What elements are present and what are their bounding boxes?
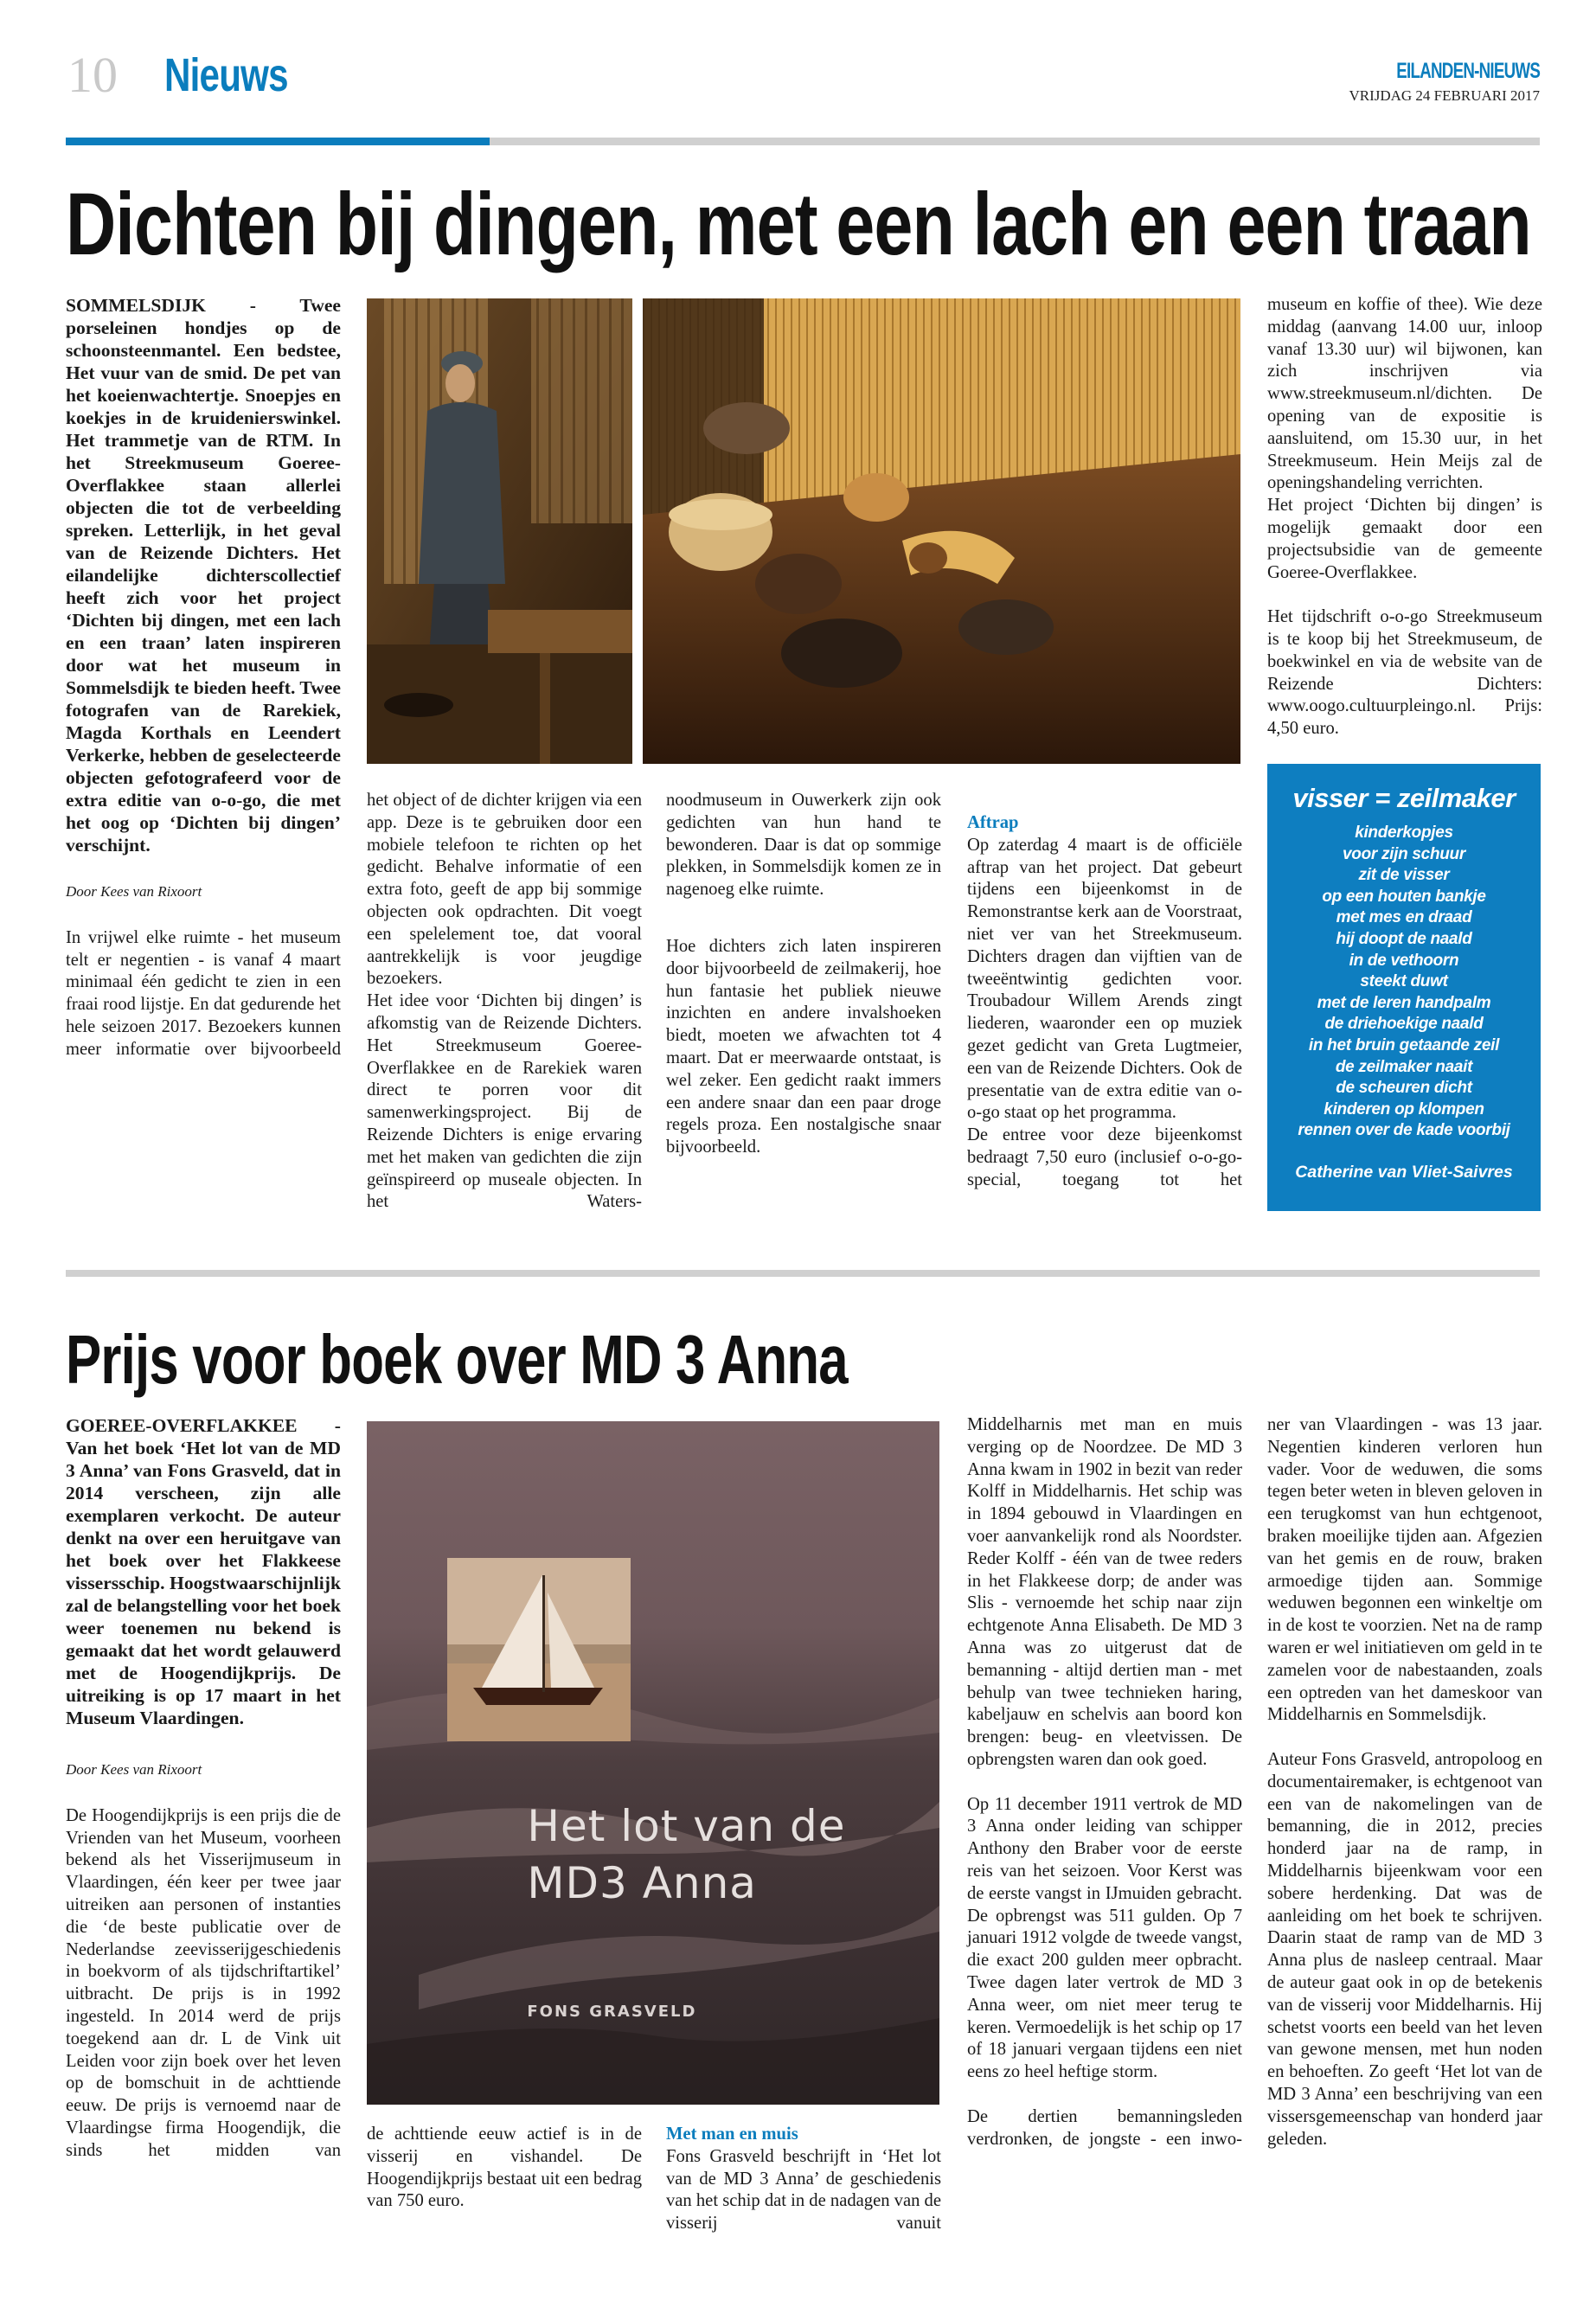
issue-date: VRIJDAG 24 FEBRUARI 2017: [1349, 87, 1540, 104]
body-paragraph: Auteur Fons Grasveld, antropoloog en documentairemaker, is echtgenoot van een van de nakomelingen van de bemanning, die in 2012, precies honderd jaar na de ramp, in Middelharnis bijeenkwam voor een sobere herdenking. Dat was de aanleiding om het boek te schrijven. Daarin staat de ramp van de MD 3 Anna plus de nasleep centraal. Maar de auteur gaat ook in op de betekenis van de visserij voor Middelharnis. Hij schetst voorts een beeld van het leven van gewone mensen, met hun noden en behoeften. Zo geeft ‘Het lot van de MD 3 Anna’ een beschrijving van een vissersgemeenschap van honderd jaar geleden.: [1267, 1749, 1542, 2149]
poem-line: met de leren handpalm: [1317, 993, 1491, 1012]
book-title: [527, 1798, 845, 1912]
article1-column-2: [367, 790, 642, 1214]
poem-box: [1267, 764, 1541, 1211]
poem-line: steekt duwt: [1360, 972, 1448, 991]
body-paragraph: noodmuseum in Ouwerkerk zijn ook gedichten van hun hand te bewonderen. Daar is dat op sommige plekken, in Sommelsdijk komen ze in nagenoeg elke ruimte.: [666, 791, 941, 900]
poem-lines: [1267, 823, 1541, 1142]
byline: Door Kees van Rixoort: [66, 883, 202, 900]
article2-column-3: [666, 2124, 941, 2235]
poem-author: Catherine van Vliet-Saivres: [1295, 1162, 1513, 1182]
article1-column-5: [1267, 294, 1542, 740]
body-paragraph: Het idee voor ‘Dichten bij dingen’ is afkomstig van de Reizende Dichters. Het Streekmuseum Goeree-Overflakkee en de Rarekiek waren direct te porren voor dit samenwerkingsproject. Bij de Reizende Dichters is enige ervaring met het maken van gedichten die zijn geïnspireerd op museale objecten. In het Waters-: [367, 991, 642, 1212]
book-author: FONS GRASVELD: [527, 2002, 697, 2021]
poem-line: in het bruin getaande zeil: [1308, 1035, 1500, 1054]
body-paragraph: Fons Grasveld beschrijft in ‘Het lot van de MD 3 Anna’ de geschiedenis van het schip dat in de nadagen van de visserij vanuit: [666, 2146, 941, 2234]
article2-column-1: [66, 1414, 341, 2163]
photo-museum-mannequin: [367, 298, 632, 764]
book-title-line-2: MD3 Anna: [527, 1857, 757, 1908]
body-paragraph: ner van Vlaardingen - was 13 jaar. Negentien kinderen verloren hun vader. Voor de weduwen, die soms tegen beter weten in bleven geloven in een terugkomst van hun echtgenoot, braken moeilijke tijden aan. Afgezien van het gemis en de rouw, braken armoedige tijden aan. Sommige weduwen begonnen een winkeltje om in de kost te voorzien. Net na de ramp waren er wel initiatieven om geld in te zamelen voor de nabestaanden, zoals een optreden van het dameskoor van Middelharnis en Sommelsdijk.: [1267, 1415, 1542, 1725]
body-paragraph: de achttiende eeuw actief is in de visserij en vishandel. De Hoogendijkprijs bestaat uit een bedrag van 750 euro.: [367, 2125, 642, 2211]
subheading-met-man-en-muis: Met man en muis: [666, 2125, 798, 2144]
poem-line: hij doopt de naald: [1336, 929, 1472, 948]
subheading-aftrap: Aftrap: [967, 813, 1019, 832]
article2-column-5: [1267, 1414, 1542, 2150]
poem-line: zit de visser: [1358, 866, 1450, 885]
page-number: 10: [67, 47, 118, 103]
poem-line: in de vethoorn: [1349, 951, 1459, 970]
body-paragraph: De dertien bemanningsleden verdronken, de jongste - een inwo-: [967, 2106, 1242, 2149]
poem-title: visser = zeilmaker: [1292, 783, 1516, 813]
body-paragraph: Op zaterdag 4 maart is de officiële aftrap van het project. Dat gebeurt tijdens een bijeenkomst in de Remonstrantse kerk aan de Voorstraat, niet ver van het Streekmuseum. Dichters dragen dan vijftien van de tweeëntwintig gedichten voor. Troubadour Willem Arends zingt liederen, waaronder een op muziek gezet gedicht van Greta Lugtmeier, een van de Reizende Dichters. Ook de presentatie van de extra editie van o-o-go staat op het programma.: [967, 835, 1242, 1123]
byline: Door Kees van Rixoort: [66, 1761, 202, 1778]
poem-line: kinderkopjes: [1355, 824, 1453, 842]
poem-line: de zeilmaker naait: [1335, 1057, 1473, 1076]
body-paragraph: Het project ‘Dichten bij dingen’ is mogelijk gemaakt door een projectsubsidie van de gemeente Goeree-Overflakkee.: [1267, 496, 1542, 582]
poem-line: rennen over de kade voorbij: [1298, 1121, 1510, 1140]
article-lead: GOEREE-OVERFLAKKEE - Van het boek ‘Het lot van de MD 3 Anna’ van Fons Grasveld, dat in 2014 verscheen, zijn alle exemplaren verkocht. De auteur denkt na over een heruitgave van het boek over het Flakkeese vissersschip. Hoogstwaarschijnlijk zal de belangstelling voor het boek weer toenemen nu bekend is gemaakt dat het wordt gelauwerd met de Hoogendijkprijs. De uitreiking is op 17 maart in het Museum Vlaardingen.: [66, 1415, 341, 1728]
photo-museum-objects: [643, 298, 1240, 764]
article-headline: Prijs voor boek over MD 3 Anna: [66, 1321, 848, 1398]
body-paragraph: museum en koffie of thee). Wie deze middag (aanvang 14.00 uur, inloop vanaf 13.30 uur) wil bijwonen, kan zich inschrijven via www.streekmuseum.nl/dichten. De opening van de expositie is aansluitend, om 15.30 uur, in het Streekmuseum. Hein Meijs zal de openingshandeling verrichten.: [1267, 295, 1542, 493]
article1-column-4: [967, 812, 1242, 1192]
body-paragraph: Hoe dichters zich laten inspireren door bijvoorbeeld de zeilmakerij, hoe hun fantasie het publiek nieuwe inzichten en andere invalshoeken biedt, moeten we afwachten tot 4 maart. Dat er meerwaarde ontstaat, is wel zeker. Een gedicht raakt immers een andere snaar dan een paar droge regels proza. Een nostalgische snaar bijvoorbeeld.: [666, 936, 941, 1157]
article2-column-2: [367, 2124, 642, 2213]
article1-column-3: [666, 790, 941, 1159]
body-paragraph: De entree voor deze bijeenkomst bedraagt 7,50 euro (inclusief o-o-go-special, toegang tot het: [967, 1125, 1242, 1189]
article1-column-1: [66, 294, 341, 1061]
poem-line: voor zijn schuur: [1343, 844, 1465, 863]
body-paragraph: De Hoogendijkprijs is een prijs die de Vrienden van het Museum, voorheen bekend als het Visserijmuseum in Vlaardingen, één keer per twee jaar uitreiken aan personen of instanties die ‘de beste publicatie over de Nederlandse zeevisserijgeschiedenis in boekvorm of als tijdschriftartikel’ uitbracht. De prijs is in 1992 ingesteld. In 2014 werd de prijs toegekend aan dr. L de Vink uit Leiden voor zijn boek over het leven op de bomschuit in de achttiende eeuw. De prijs is vernoemd naar de Vlaardingse firma Hoogendijk, die sinds het midden van: [66, 1805, 341, 2160]
book-cover-image: [367, 1421, 939, 2105]
poem-line: de driehoekige naald: [1324, 1015, 1484, 1034]
body-paragraph: In vrijwel elke ruimte - het museum telt er negentien - is vanaf 4 maart minimaal één gedicht te zien in een fraai rood lijstje. En dat gedurende het hele seizoen 2017. Bezoekers kunnen meer informatie over bijvoorbeeld: [66, 927, 341, 1059]
body-paragraph: Middelharnis met man en muis verging op de Noordzee. De MD 3 Anna kwam in 1902 in bezit van reder Kolff in Middelharnis. Het schip was in 1894 gebouwd in Vlaardingen en voer aanvankelijk rond als Noordster. Reder Kolff - één van de twee reders in het Flakkeese dorp; de ander was Slis - vernoemde het schip naar zijn echtgenote Anna Elisabeth. De MD 3 Anna was zo uitgerust dat de bemanning - altijd dertien man - met behulp van twee technieken haring, kabeljauw en schelvis aan boord kon brengen: beug- en vleetvissen. De opbrengsten waren dan ook goed.: [967, 1415, 1242, 1769]
body-paragraph: Het tijdschrift o-o-go Streekmuseum is te koop bij het Streekmuseum, de boekwinkel en via de website van de Reizende Dichters: www.oogo.cultuurpleingo.nl. Prijs: 4,50 euro.: [1267, 607, 1542, 739]
body-paragraph: het object of de dichter krijgen via een app. Deze is te gebruiken door een mobiele telefoon te richten op het gedicht. Behalve informatie of een extra foto, geeft de app bij sommige objecten ook opdrachten. Dit voegt een spelelement toe, dat vooral aantrekkelijk is voor jeugdige bezoekers.: [367, 791, 642, 989]
article-separator: [66, 1270, 1540, 1277]
newspaper-logo: EILANDEN-NIEUWS: [1396, 59, 1540, 83]
article-lead: SOMMELSDIJK - Twee porseleinen hondjes op de schoonsteenmantel. Een bedstee, Het vuur van de smid. De pet van het koeienwachtertje. Snoepjes en koekjes in de kruidenierswinkel. Het trammetje van de RTM. In het Streekmuseum Goeree-Overflakkee staan allerlei objecten die tot de verbeelding spreken. Letterlijk, in het geval van de Reizende Dichters. Het eilandelijke dichterscollectief heeft zich voor het project ‘Dichten bij dingen, met een lach en een traan’ laten inspireren door wat het museum in Sommelsdijk te bieden heeft. Twee fotografen van de Rarekiek, Magda Korthals en Leendert Verkerke, hebben de geselecteerde objecten gefotografeerd voor de extra editie van o-o-go, die met het oog op ‘Dichten bij dingen’ verschijnt.: [66, 295, 341, 856]
poem-line: kinderen op klompen: [1324, 1099, 1484, 1118]
article2-column-4: [967, 1414, 1242, 2150]
poem-line: op een houten bankje: [1322, 887, 1486, 906]
body-paragraph: Op 11 december 1911 vertrok de MD 3 Anna onder leiding van schipper Anthony den Braber voor de eerste reis van het seizoen. Voor Kerst was de eerste vangst in IJmuiden gebracht. De opbrengst was 511 gulden. Op 7 januari 1912 volgde de tweede vangst, die exact 200 gulden meer opbracht. Twee dagen later vertrok de MD 3 Anna weer, om niet meer terug te keren. Vermoedelijk is het schip op 17 of 18 januari vergaan tijdens een niet eens zo heel heftige storm.: [967, 1794, 1242, 2082]
book-title-line-1: Het lot van de: [527, 1800, 846, 1851]
poem-line: met mes en draad: [1336, 908, 1472, 927]
header-rule-accent: [66, 138, 490, 145]
poem-line: de scheuren dicht: [1336, 1079, 1472, 1098]
section-title: Nieuws: [164, 49, 288, 101]
article-headline: Dichten bij dingen, met een lach en een traan: [66, 175, 1531, 273]
